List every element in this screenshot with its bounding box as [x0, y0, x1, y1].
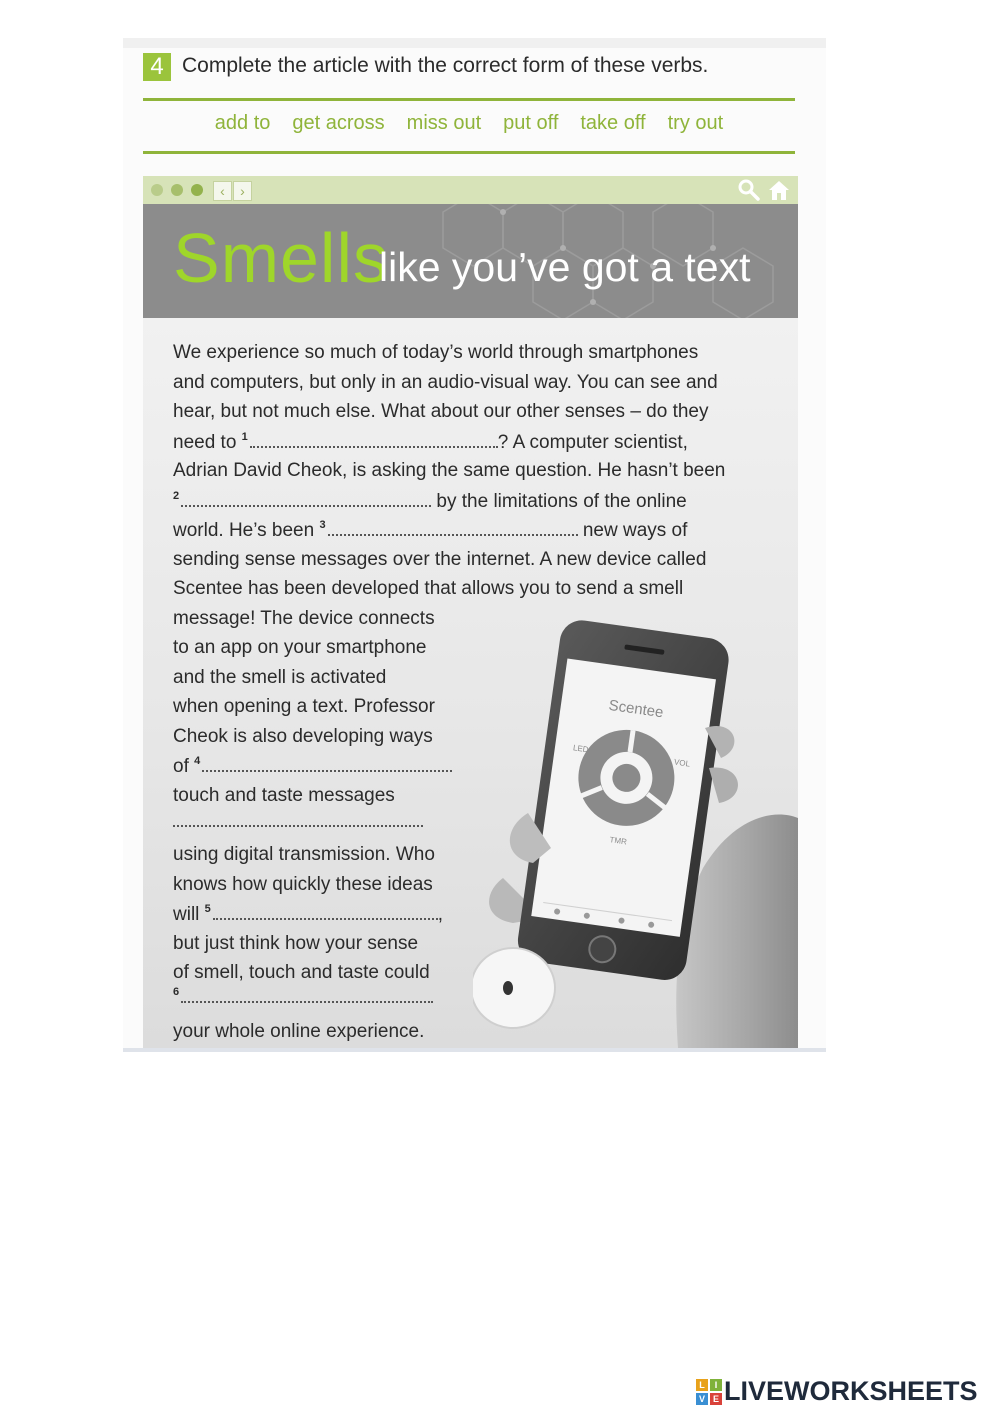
verb-item: try out	[667, 112, 724, 134]
verb-item: get across	[292, 112, 385, 134]
divider-top	[143, 98, 795, 101]
search-icon	[737, 178, 761, 202]
line-text: by the limitations of the online	[431, 491, 687, 512]
line-text: ,	[437, 904, 444, 925]
verb-item: miss out	[406, 112, 482, 134]
article-line: message! The device connects	[173, 608, 435, 629]
article-line	[173, 519, 687, 542]
article-banner	[143, 204, 798, 318]
answer-gap-3[interactable]	[328, 520, 578, 536]
gap-number: 2	[173, 490, 180, 502]
task-number-badge: 4	[143, 53, 171, 81]
liveworksheets-wordmark: LIVEWORKSHEETS	[724, 1376, 978, 1406]
page-top-edge	[123, 38, 826, 48]
article-line	[173, 431, 688, 454]
article-line: Adrian David Cheok, is asking the same question. He hasn’t been	[173, 460, 726, 481]
article-line: Cheok is also developing ways	[173, 726, 433, 747]
title-rest: like you’ve got a text	[379, 244, 751, 290]
phone-label-tmr: TMR	[609, 835, 628, 847]
article-line: of smell, touch and taste could	[173, 962, 430, 983]
line-text: will	[173, 904, 205, 925]
phone-label-vol: VOL	[673, 757, 691, 769]
article-line: when opening a text. Professor	[173, 696, 435, 717]
liveworksheets-brand	[696, 1376, 978, 1407]
article-line: hear, but not much else. What about our other senses – do they	[173, 401, 709, 422]
article-line	[173, 811, 423, 833]
article-line: to an app on your smartphone	[173, 637, 427, 658]
browser-frame	[143, 176, 798, 1048]
article-line: We experience so much of today’s world through smartphones	[173, 342, 699, 363]
article-line: touch and taste messages	[173, 785, 395, 806]
gap-number: 5	[204, 903, 211, 915]
divider-bottom	[143, 151, 795, 154]
answer-gap-1[interactable]	[250, 432, 498, 448]
article-line: but just think how your sense	[173, 933, 419, 954]
smartphone-with-scentee-illustration	[473, 618, 798, 1048]
answer-gap-4[interactable]	[202, 756, 452, 772]
answer-gap-2[interactable]	[181, 491, 431, 507]
line-text: new ways of	[577, 520, 688, 541]
liveworksheets-logo-icon: L I V E	[696, 1379, 722, 1405]
answer-gap-4-continued[interactable]	[173, 811, 423, 827]
phone-label-led: LED	[572, 743, 590, 755]
title-highlight: Smells	[173, 219, 390, 297]
answer-gap-5[interactable]	[213, 904, 438, 920]
dot-icon	[191, 184, 203, 196]
back-arrow-icon: ‹	[213, 181, 232, 201]
gap-number: 1	[241, 431, 248, 443]
article-line	[173, 490, 687, 513]
browser-toolbar	[143, 176, 798, 204]
line-text: ? A computer scientist,	[497, 432, 688, 453]
article-line: Scentee has been developed that allows you to send a smell	[173, 578, 684, 599]
task-instruction: Complete the article with the correct form of these verbs.	[182, 54, 709, 77]
line-text: of	[173, 756, 195, 777]
forward-arrow-icon: ›	[233, 181, 252, 201]
home-icon	[767, 178, 791, 202]
article-body	[143, 318, 798, 1048]
article-line: and the smell is activated	[173, 667, 387, 688]
article-line: sending sense messages over the internet. A new device called	[173, 549, 707, 570]
dot-icon	[171, 184, 183, 196]
article-line	[173, 986, 433, 1009]
article-line: using digital transmission. Who	[173, 844, 435, 865]
line-text: world. He’s been	[173, 520, 320, 541]
line-text: need to	[173, 432, 242, 453]
verb-bank	[143, 112, 795, 135]
article-line: and computers, but only in an audio-visual way. You can see and	[173, 372, 718, 393]
article-line: your whole online experience.	[173, 1021, 425, 1042]
article-line: knows how quickly these ideas	[173, 874, 433, 895]
page-bottom-edge	[123, 1048, 826, 1052]
answer-gap-6[interactable]	[181, 987, 433, 1003]
gap-number: 6	[173, 986, 180, 998]
verb-item: put off	[503, 112, 559, 134]
gap-number: 4	[194, 755, 201, 767]
gap-number: 3	[319, 519, 326, 531]
verb-item: take off	[580, 112, 646, 134]
article-line	[173, 903, 443, 926]
phone-app-name: Scentee	[607, 696, 665, 722]
dot-icon	[151, 184, 163, 196]
verb-item: add to	[214, 112, 271, 134]
article-line	[173, 755, 452, 778]
